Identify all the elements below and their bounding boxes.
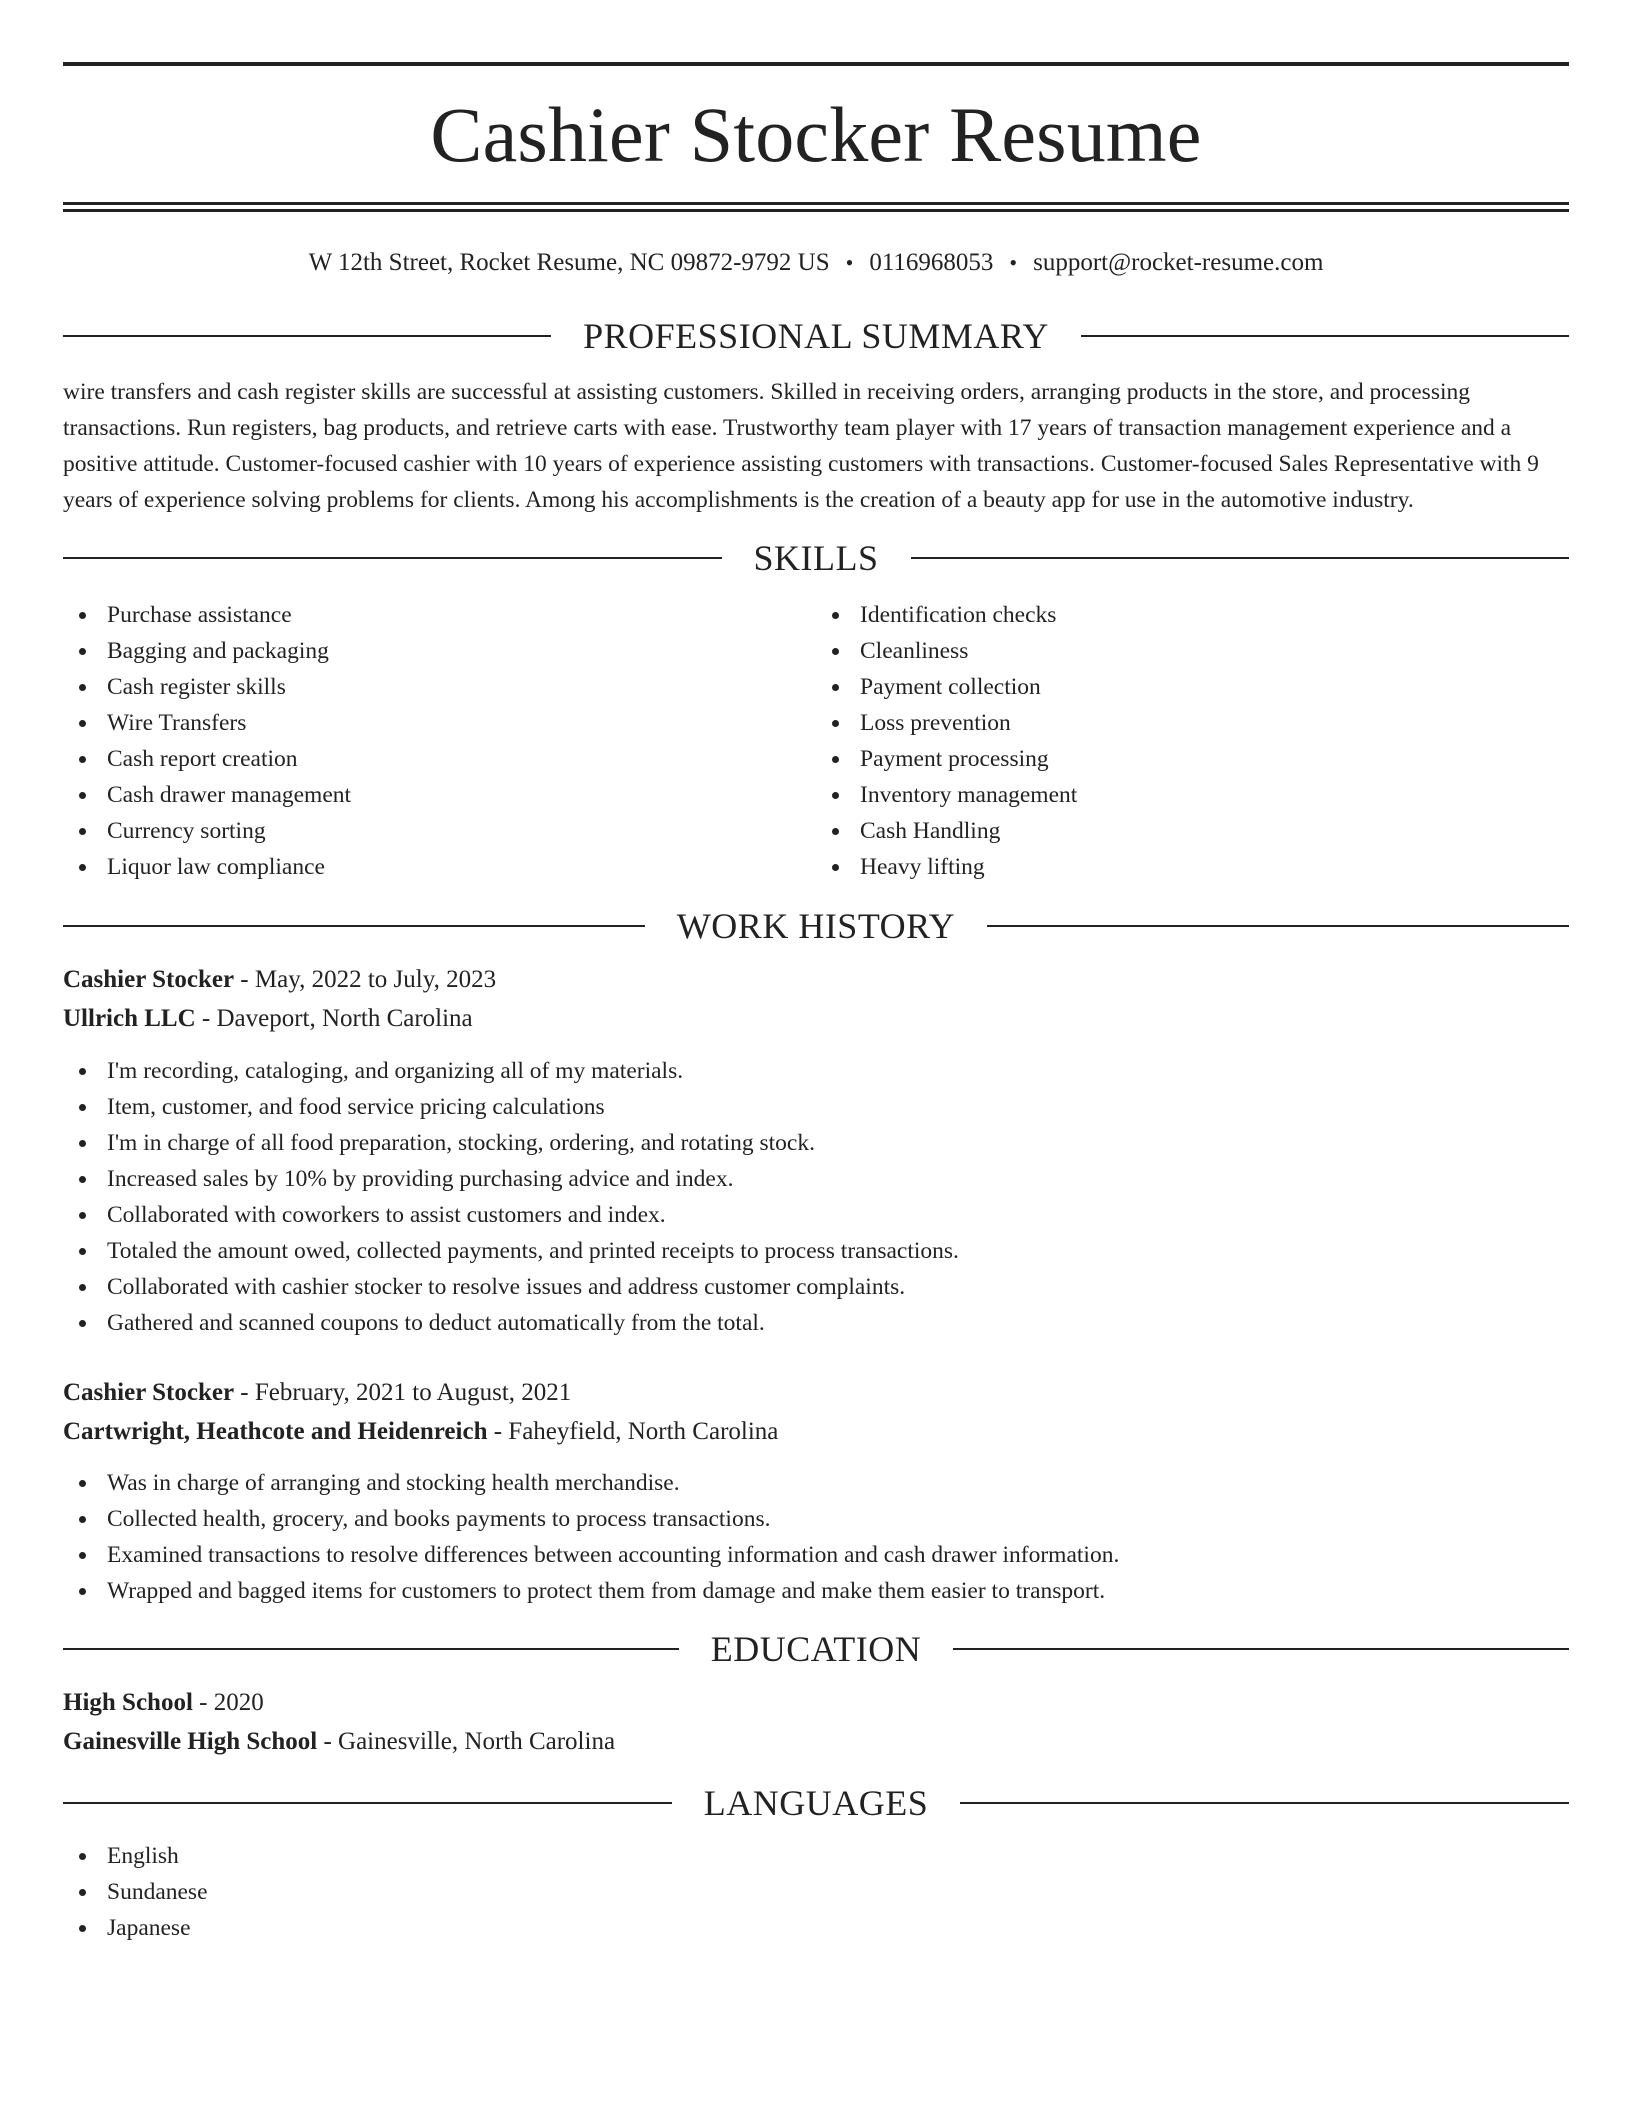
job-title: Cashier Stocker: [63, 1379, 235, 1406]
education-school: Gainesville High School: [63, 1728, 318, 1755]
job-title-line: [63, 960, 1569, 999]
contact-line: [63, 250, 1569, 275]
heading-rule-left: [63, 335, 551, 337]
languages-heading-row: [63, 1785, 1569, 1821]
duty-item: Gathered and scanned coupons to deduct automatically from the total.: [63, 1305, 1569, 1341]
job-title-line: [63, 1373, 1569, 1412]
job-company-line: [63, 999, 1569, 1038]
heading-rule-left: [63, 925, 645, 927]
heading-rule-right: [1081, 335, 1569, 337]
skill-item: Purchase assistance: [63, 597, 816, 633]
heading-rule-left: [63, 1648, 679, 1650]
job-title: Cashier Stocker: [63, 966, 235, 993]
language-item: Japanese: [63, 1910, 1569, 1946]
contact-address: W 12th Street, Rocket Resume, NC 09872-9792 US: [308, 249, 830, 276]
skills-heading: SKILLS: [753, 538, 879, 578]
top-rule: [63, 62, 1569, 66]
resume-title: Cashier Stocker Resume: [430, 91, 1202, 178]
duty-item: Collaborated with coworkers to assist customers and index.: [63, 1197, 1569, 1233]
contact-email: support@rocket-resume.com: [1033, 249, 1324, 276]
skill-item: Bagging and packaging: [63, 633, 816, 669]
education-heading: EDUCATION: [710, 1629, 922, 1669]
skill-item: Wire Transfers: [63, 705, 816, 741]
job-location: - Daveport, North Carolina: [195, 1005, 473, 1032]
skill-item: Currency sorting: [63, 813, 816, 849]
education-school-line: [63, 1722, 1569, 1761]
education-entry: [63, 1683, 1569, 1761]
work-heading: WORK HISTORY: [676, 906, 956, 946]
education-year: - 2020: [192, 1689, 264, 1716]
education-degree-line: [63, 1683, 1569, 1722]
skills-heading-row: [63, 540, 1569, 576]
languages-heading: LANGUAGES: [703, 1783, 929, 1823]
summary-text: wire transfers and cash register skills are successful at assisting customers. Skilled in receiving orders, arranging products in the store, and processing transactions. Run registers, bag products, and retrieve carts with ease. Trustworthy team player with 17 years of transaction management experience and a positive attitude. Customer-focused cashier with 10 years of experience assisting customers with transactions. Customer-focused Sales Representative with 9 years of experience solving problems for clients. Among his accomplishments is the creation of a beauty app for use in the automotive industry.: [63, 379, 1539, 513]
skill-item: Identification checks: [816, 597, 1569, 633]
skill-item: Loss prevention: [816, 705, 1569, 741]
skill-item: Inventory management: [816, 777, 1569, 813]
skill-item: Liquor law compliance: [63, 849, 816, 885]
job-dates: - February, 2021 to August, 2021: [234, 1379, 572, 1406]
contact-separator: •: [845, 249, 854, 275]
work-heading-row: [63, 908, 1569, 944]
skill-item: Payment collection: [816, 669, 1569, 705]
contact-separator: •: [1009, 249, 1018, 275]
languages-list: [63, 1838, 1569, 1946]
heading-rule-right: [987, 925, 1569, 927]
education-location: - Gainesville, North Carolina: [317, 1728, 616, 1755]
skill-item: Cash register skills: [63, 669, 816, 705]
job-entry: [63, 1373, 1569, 1609]
job-dates: - May, 2022 to July, 2023: [234, 966, 497, 993]
job-location: - Faheyfield, North Carolina: [487, 1418, 779, 1445]
education-degree: High School: [63, 1689, 193, 1716]
heading-rule-right: [960, 1802, 1569, 1804]
duty-item: I'm in charge of all food preparation, stocking, ordering, and rotating stock.: [63, 1125, 1569, 1161]
job-company: Cartwright, Heathcote and Heidenreich: [63, 1418, 488, 1445]
duty-item: Collaborated with cashier stocker to resolve issues and address customer complaints.: [63, 1269, 1569, 1305]
skill-item: Payment processing: [816, 741, 1569, 777]
heading-rule-left: [63, 557, 722, 559]
skill-item: Cash report creation: [63, 741, 816, 777]
summary-heading: PROFESSIONAL SUMMARY: [583, 316, 1049, 356]
duty-item: Increased sales by 10% by providing purchasing advice and index.: [63, 1161, 1569, 1197]
heading-rule-right: [953, 1648, 1569, 1650]
job-duties-list: [63, 1053, 1569, 1341]
duty-item: I'm recording, cataloging, and organizing all of my materials.: [63, 1053, 1569, 1089]
skill-item: Cash drawer management: [63, 777, 816, 813]
language-item: Sundanese: [63, 1874, 1569, 1910]
skill-item: Heavy lifting: [816, 849, 1569, 885]
education-heading-row: [63, 1631, 1569, 1667]
heading-rule-right: [911, 557, 1570, 559]
skills-columns: [63, 597, 1569, 885]
duty-item: Totaled the amount owed, collected payments, and printed receipts to process transactions.: [63, 1233, 1569, 1269]
skills-right-list: [816, 597, 1569, 885]
skill-item: Cleanliness: [816, 633, 1569, 669]
duty-item: Wrapped and bagged items for customers to protect them from damage and make them easier to transport.: [63, 1573, 1569, 1609]
duty-item: Collected health, grocery, and books payments to process transactions.: [63, 1501, 1569, 1537]
heading-rule-left: [63, 1802, 672, 1804]
language-item: English: [63, 1838, 1569, 1874]
contact-phone: 0116968053: [869, 249, 994, 276]
job-entry: [63, 960, 1569, 1341]
duty-item: Item, customer, and food service pricing calculations: [63, 1089, 1569, 1125]
job-company-line: [63, 1412, 1569, 1451]
duty-item: Examined transactions to resolve differences between accounting information and cash drawer information.: [63, 1537, 1569, 1573]
duty-item: Was in charge of arranging and stocking health merchandise.: [63, 1465, 1569, 1501]
job-duties-list: [63, 1465, 1569, 1609]
job-company: Ullrich LLC: [63, 1005, 196, 1032]
skill-item: Cash Handling: [816, 813, 1569, 849]
summary-heading-row: [63, 318, 1569, 354]
title-double-rule: [63, 202, 1569, 212]
skills-left-list: [63, 597, 816, 885]
